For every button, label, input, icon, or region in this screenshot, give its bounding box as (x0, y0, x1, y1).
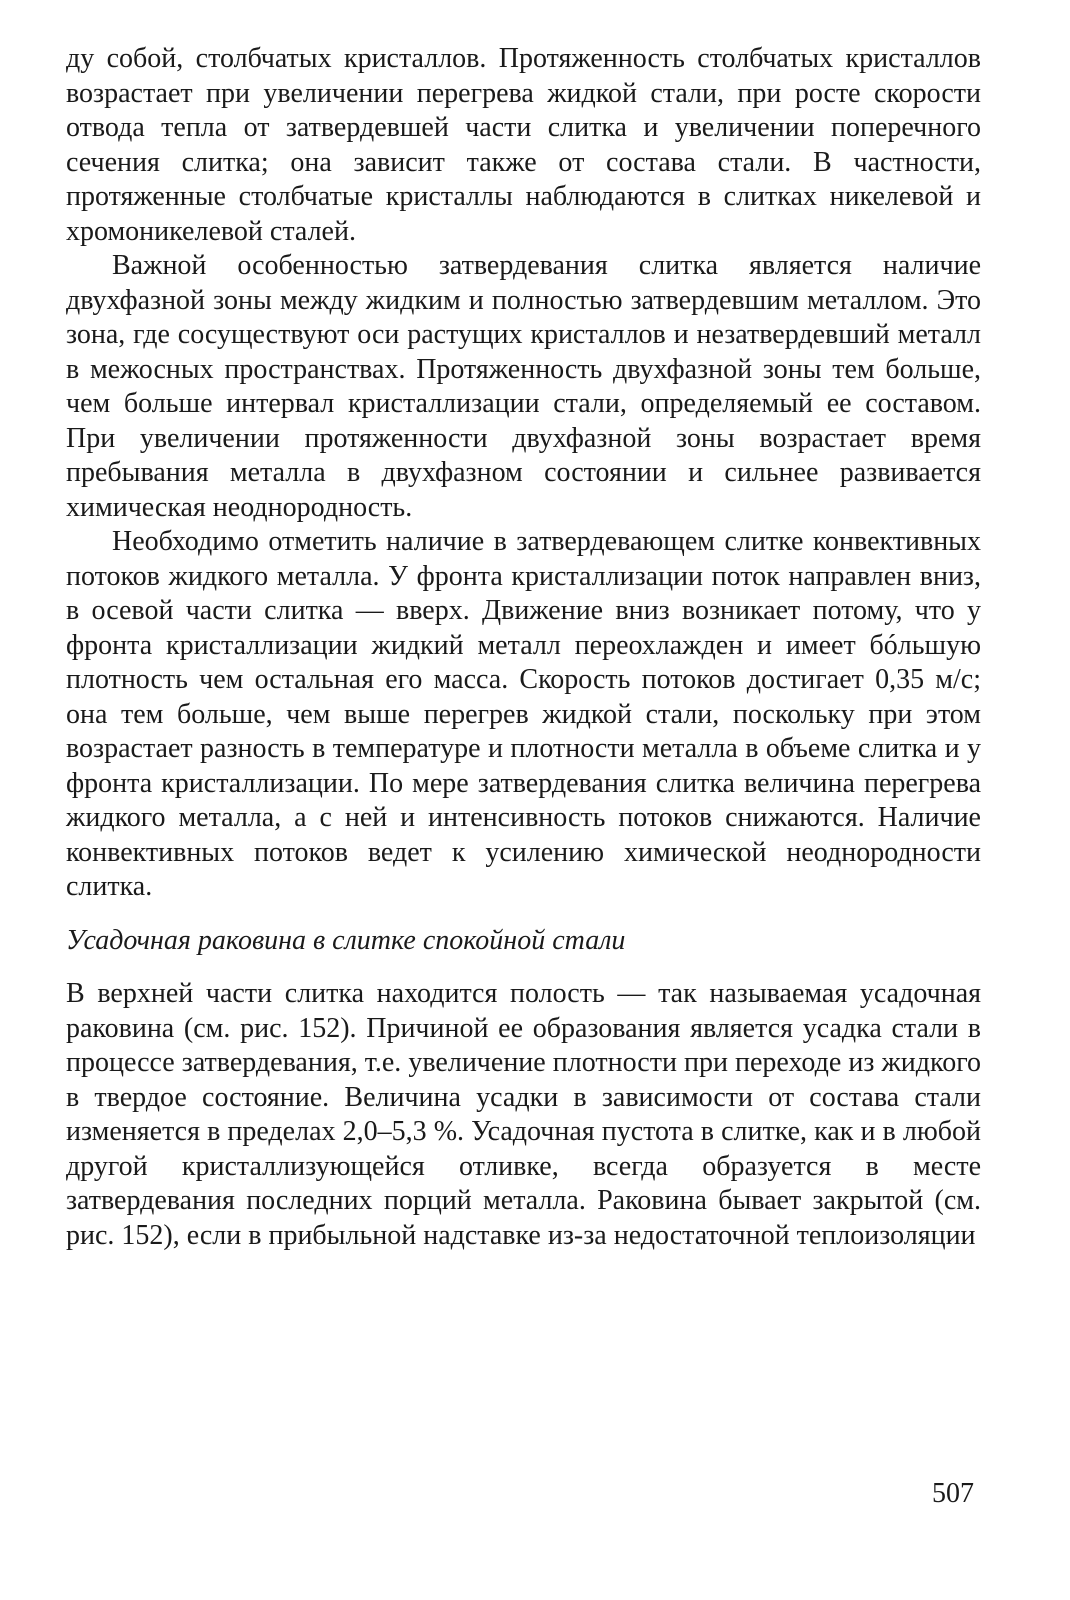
page-number: 507 (932, 1478, 974, 1509)
section-heading: Усадочная раковина в слитке спокойной стали (66, 924, 626, 956)
paragraph-2: Важной особенностью затвердевания слитка является наличие двухфазной зоны между жидким и полностью затвердевшим металлом. Это зона, где сосуществуют оси растущих кристаллов и незатвердевший металл в межосных пространствах. Протяженность двухфазной зоны тем больше, чем больше интервал кристаллизации стали, определяемый ее составом. При увеличении протяженности двухфазной зоны возрастает время пребывания металла в двухфазном состоянии и сильнее развивается химическая неоднородность. (66, 250, 981, 523)
page-body (66, 42, 981, 1253)
paragraph-1: ду собой, столбчатых кристаллов. Протяженность столбчатых кристаллов возрастает при увеличении перегрева жидкой стали, при росте скорости отвода тепла от затвердевшей части слитка и увеличении поперечного сечения слитка; она зависит также от состава стали. В частности, протяженные столбчатые кристаллы наблюдаются в слитках никелевой и хромоникелевой сталей. (66, 43, 981, 247)
paragraph-4: В верхней части слитка находится полость — так называемая усадочная раковина (см. рис. 152). Причиной ее образования является усадка стали в процессе затвердевания, т.е. увеличение плотности при переходе из жидкого в твердое состояние. Величина усадки в зависимости от состава стали изменяется в пределах 2,0–5,3 %. Усадочная пустота в слитке, как и в любой другой кристаллизующейся отливке, всегда образуется в месте затвердевания последних порций металла. Раковина бывает закрытой (см. рис. 152), если в прибыльной надставке из-за недостаточной теплоизоляции (66, 978, 981, 1251)
paragraph-3: Необходимо отметить наличие в затвердевающем слитке конвективных потоков жидкого металла. У фронта кристаллизации поток направлен вниз, в осевой части слитка — вверх. Движение вниз возникает потому, что у фронта кристаллизации жидкий металл переохлажден и имеет бóльшую плотность чем остальная его масса. Скорость потоков достигает 0,35 м/с; она тем больше, чем выше перегрев жидкой стали, поскольку при этом возрастает разность в температуре и плотности металла в объеме слитка и у фронта кристаллизации. По мере затвердевания слитка величина перегрева жидкого металла, а с ней и интенсивность потоков снижаются. Наличие конвективных потоков ведет к усилению химической неоднородности слитка. (66, 526, 981, 902)
